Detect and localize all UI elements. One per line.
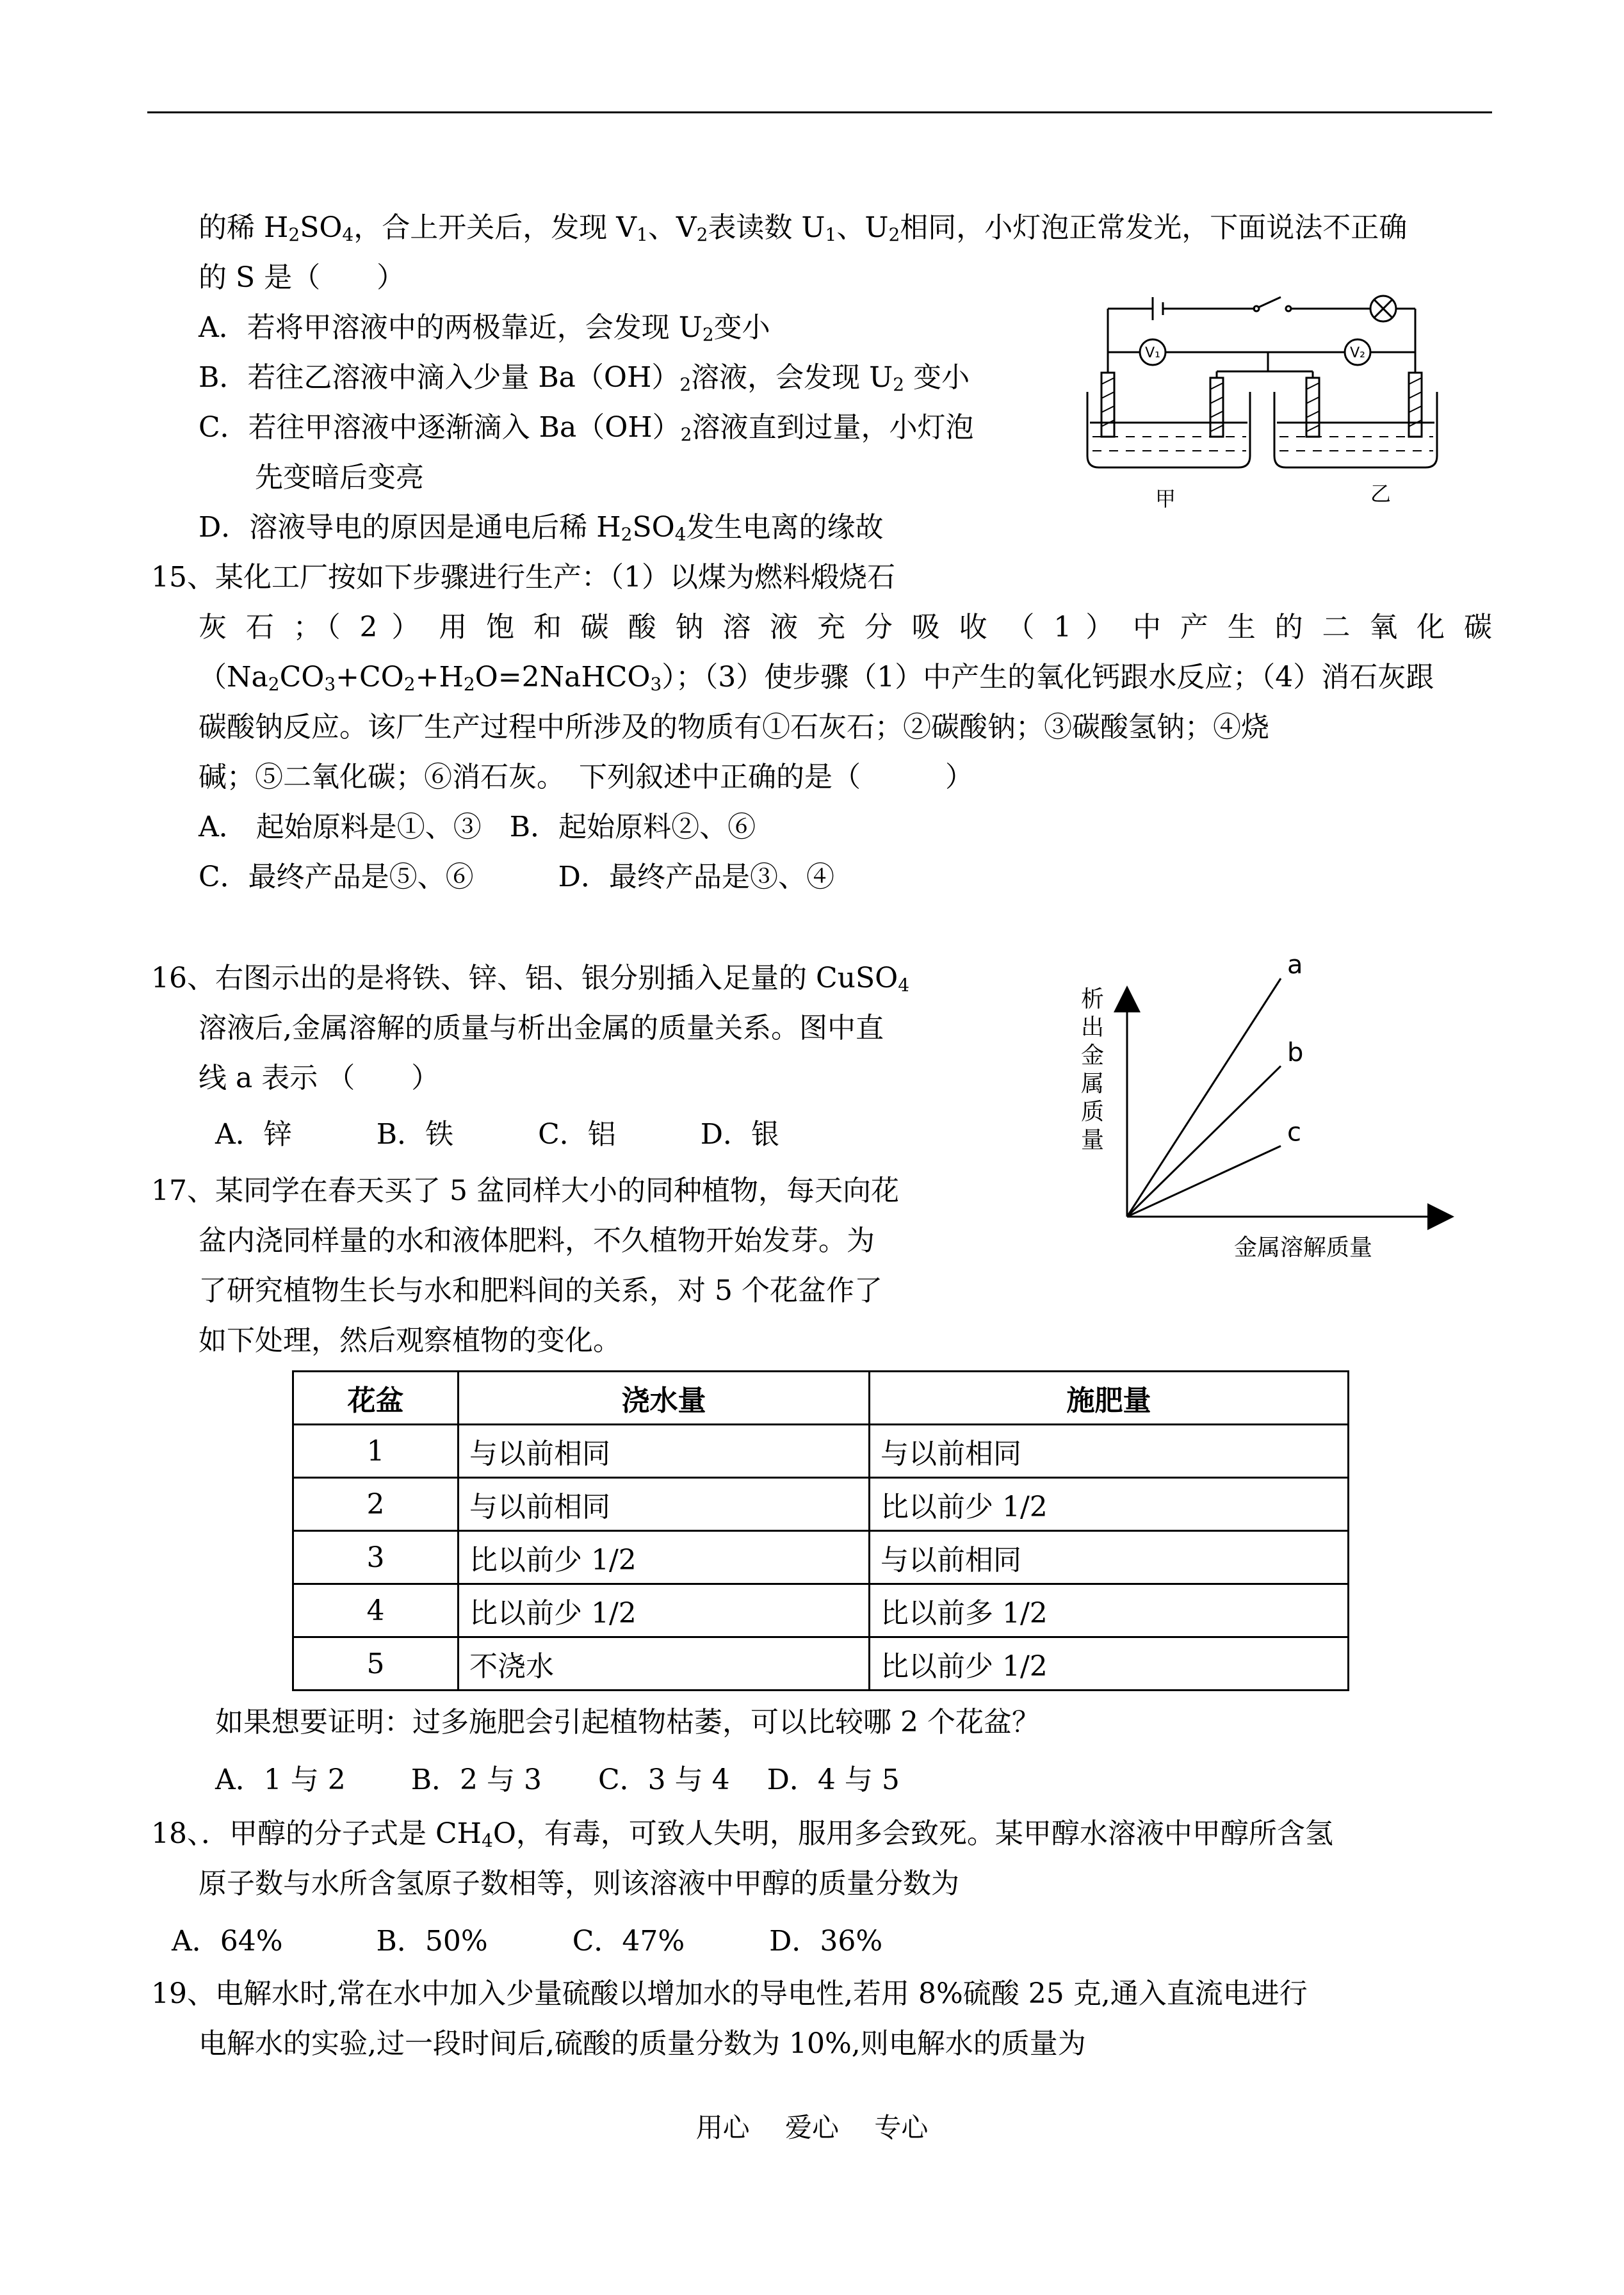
q14-line2: 的 S 是（ ）: [199, 261, 405, 294]
q15-line3: $(Na_2CO_3+CO_2+H_2O=2NaHCO_3)$；（3）使步骤（1）中产生的氧化钙跟水反应；（4）消石灰跟: [199, 661, 1434, 695]
q18-line2: 原子数与水所含氢原子数相等，则该溶液中甲醇的质量分数为: [199, 1867, 959, 1900]
q14-line1: 的稀 $H_2SO_4$，合上开关后，发现 $V_1$、$V_2$表读数 $U_1$、$U_2$相同，小灯泡正常发光，下面说法不正确: [199, 211, 1408, 245]
header-rule: [147, 111, 1492, 113]
table-header-water: 浇水量: [459, 1372, 870, 1425]
q14-option-b: B．若往乙溶液中滴入少量 $Ba(OH)_2$溶液，会发现 $U_2$ 变小: [199, 361, 970, 395]
graph-line-b: [1127, 1066, 1281, 1217]
q17-line3: 了研究植物生长与水和肥料间的关系，对 5 个花盆作了: [199, 1274, 882, 1307]
svg-text:量: 量: [1080, 1127, 1105, 1153]
q17-options: A．1 与 2 B．2 与 3 C．3 与 4 D．4 与 5: [215, 1764, 900, 1796]
beaker-right-label: 乙: [1370, 482, 1392, 506]
q15-line4: 碳酸钠反应。该厂生产过程中所涉及的物质有①石灰石；②碳酸钠；③碳酸氢钠；④烧: [199, 711, 1269, 743]
table-cell-pot: 5: [293, 1637, 459, 1691]
q18-options: A．64% B．50% C．47% D．36%: [172, 1925, 883, 1958]
table-cell-water: 比以前少 1/2: [459, 1531, 870, 1584]
q16-line1: 16、右图示出的是将铁、锌、铝、银分别插入足量的 CuSO$_4$: [151, 962, 910, 996]
graph-line-label-a: a: [1287, 950, 1303, 980]
voltmeter-v2-label: V₂: [1350, 345, 1365, 361]
table-row: [293, 1584, 1349, 1637]
voltmeter-v1-label: V₁: [1145, 345, 1160, 361]
q18-line1: 18、．甲醇的分子式是 $CH_4O$，有毒，可致人失明，服用多会致死。某甲醇水溶液中甲醇所含氢: [151, 1817, 1333, 1851]
svg-text:金: 金: [1080, 1042, 1105, 1069]
q14-option-d: D．溶液导电的原因是通电后稀 $H_2SO_4$发生电离的缘故: [199, 511, 884, 545]
table-cell-water: 不浇水: [459, 1637, 870, 1691]
x-axis-label: 金属溶解质量: [1233, 1235, 1373, 1261]
table-cell-pot: 2: [293, 1478, 459, 1531]
table-cell-water: 与以前相同: [459, 1425, 870, 1478]
table-cell-pot: 1: [293, 1425, 459, 1478]
q15-line5: 碱；⑤二氧化碳；⑥消石灰。 下列叙述中正确的是（ ）: [199, 761, 973, 793]
svg-text:出: 出: [1080, 1014, 1105, 1041]
page-footer: 用心 爱心 专心: [695, 2112, 929, 2143]
y-axis-label: [1081, 986, 1104, 1153]
q15-line2: 灰 石 ；（ 2 ） 用 饱 和 碳 酸 钠 溶 液 充 分 吸 收 （ 1 ） 中 产 生 的 二 氧 化 碳: [199, 611, 1492, 644]
plant-treatment-table: [292, 1370, 1349, 1691]
circuit-diagram: [1082, 288, 1441, 519]
q16-line3: 线 a 表示 （ ）: [199, 1062, 440, 1094]
table-row: [293, 1637, 1349, 1691]
graph-line-label-b: b: [1287, 1037, 1304, 1067]
table-header-row: [293, 1372, 1349, 1425]
table-header-pot: 花盆: [293, 1372, 459, 1425]
table-row: [293, 1531, 1349, 1584]
q19-line2: 电解水的实验,过一段时间后,硫酸的质量分数为 10%,则电解水的质量为: [199, 2027, 1086, 2060]
table-cell-water: 与以前相同: [459, 1478, 870, 1531]
q14-option-a: A．若将甲溶液中的两极靠近，会发现 $U_2$变小: [199, 311, 770, 345]
q17-line1: 17、某同学在春天买了 5 盆同样大小的同种植物，每天向花: [151, 1174, 899, 1207]
beaker-left-label: 甲: [1155, 487, 1176, 511]
table-row: [293, 1478, 1349, 1531]
table-cell-fertilizer: 比以前少 1/2: [870, 1478, 1349, 1531]
q19-line1: 19、电解水时,常在水中加入少量硫酸以增加水的导电性,若用 8%硫酸 25 克,通入直流电进行: [151, 1977, 1308, 2010]
svg-text:质: 质: [1080, 1099, 1105, 1125]
q16-line2: 溶液后,金属溶解的质量与析出金属的质量关系。图中直: [199, 1012, 884, 1044]
metal-mass-graph: [1076, 950, 1460, 1268]
q15-options-ab: A． 起始原料是①、③ B．起始原料②、⑥: [199, 811, 756, 843]
svg-text:属: 属: [1080, 1071, 1105, 1097]
q14-option-c-cont: 先变暗后变亮: [255, 461, 424, 494]
q15-line1: 15、某化工厂按如下步骤进行生产：（1）以煤为燃料煅烧石: [151, 561, 895, 594]
q14-option-c: C．若往甲溶液中逐渐滴入 $Ba(OH)_2$溶液直到过量，小灯泡: [199, 411, 974, 445]
graph-line-label-c: c: [1287, 1117, 1301, 1148]
table-cell-pot: 3: [293, 1531, 459, 1584]
table-cell-fertilizer: 与以前相同: [870, 1425, 1349, 1478]
q17-question: 如果想要证明：过多施肥会引起植物枯萎，可以比较哪 2 个花盆？: [215, 1706, 1040, 1739]
table-cell-fertilizer: 比以前多 1/2: [870, 1584, 1349, 1637]
q16-options: A．锌 B．铁 C．铝 D．银: [215, 1118, 780, 1151]
q15-options-cd: C．最终产品是⑤、⑥ D．最终产品是③、④: [199, 861, 834, 893]
q17-line4: 如下处理，然后观察植物的变化。: [199, 1324, 621, 1357]
svg-text:析: 析: [1080, 986, 1105, 1012]
q17-line2: 盆内浇同样量的水和液体肥料，不久植物开始发芽。为: [199, 1224, 875, 1257]
table-cell-pot: 4: [293, 1584, 459, 1637]
table-header-fertilizer: 施肥量: [870, 1372, 1349, 1425]
table-cell-water: 比以前少 1/2: [459, 1584, 870, 1637]
table-row: [293, 1425, 1349, 1478]
table-cell-fertilizer: 比以前少 1/2: [870, 1637, 1349, 1691]
table-cell-fertilizer: 与以前相同: [870, 1531, 1349, 1584]
